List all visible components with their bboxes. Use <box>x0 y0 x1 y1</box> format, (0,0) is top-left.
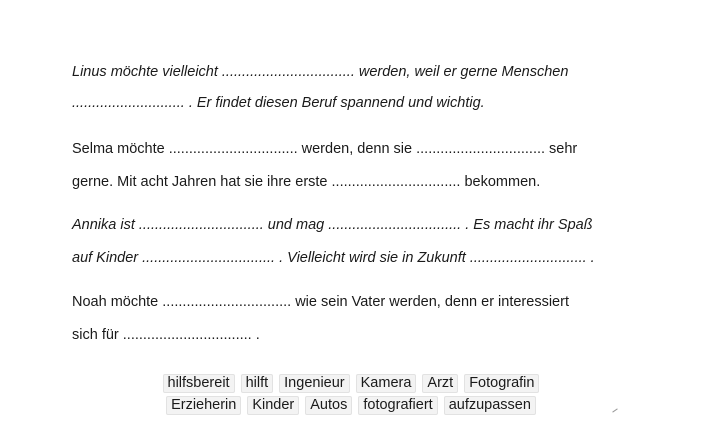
sentence-noah-line-2: sich für ................................ . <box>72 327 260 343</box>
sentence-annika-line-2: auf Kinder ................................. . Vielleicht wird sie in Zukunft ............................. . <box>72 250 595 266</box>
word-chip: Fotografin <box>464 374 539 393</box>
sentence-linus-line-1: Linus möchte vielleicht ................................. werden, weil er gerne Menschen <box>72 64 569 80</box>
sentence-linus-line-2: ............................ . Er findet diesen Beruf spannend und wichtig. <box>72 95 485 111</box>
word-chip: Kinder <box>247 396 299 415</box>
word-chip: fotografiert <box>358 396 437 415</box>
word-chip: Kamera <box>356 374 417 393</box>
word-chip: Ingenieur <box>279 374 349 393</box>
word-bank-row-1 <box>0 374 720 393</box>
word-chip: aufzupassen <box>444 396 536 415</box>
word-chip: hilfsbereit <box>163 374 235 393</box>
sentence-selma-line-2: gerne. Mit acht Jahren hat sie ihre erste ................................ bekommen. <box>72 174 541 190</box>
sentence-noah-line-1: Noah möchte ................................ wie sein Vater werden, denn er interessiert <box>72 294 569 310</box>
sentence-annika-line-1: Annika ist ............................... und mag ................................. . Es macht ihr Spaß <box>72 217 593 233</box>
word-chip: Arzt <box>422 374 458 393</box>
word-chip: hilft <box>241 374 274 393</box>
word-chip: Erzieherin <box>166 396 241 415</box>
sentence-selma-line-1: Selma möchte ................................ werden, denn sie ................................ sehr <box>72 141 578 157</box>
word-chip: Autos <box>305 396 352 415</box>
